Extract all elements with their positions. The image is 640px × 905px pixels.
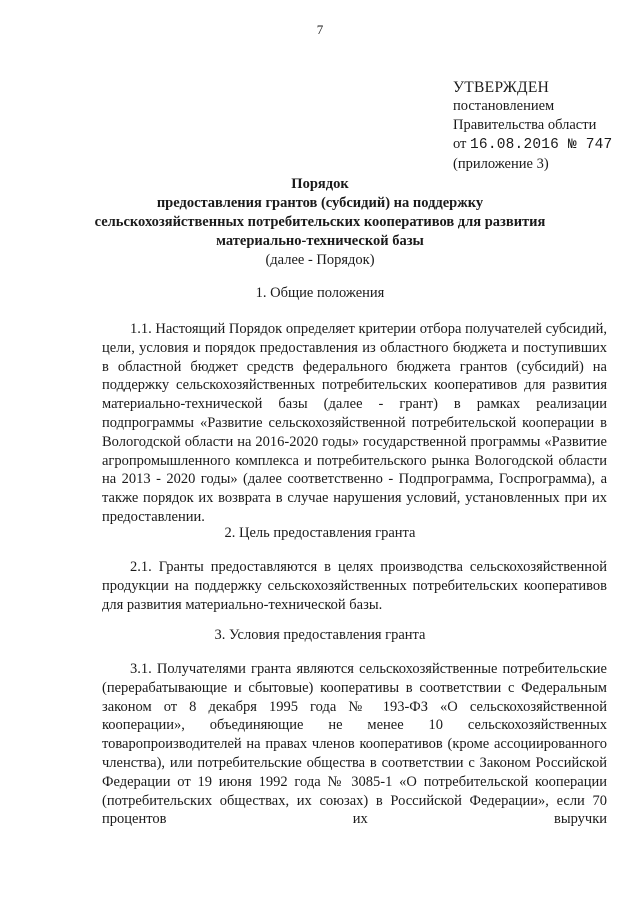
approval-appendix: (приложение 3) — [453, 156, 549, 172]
section-heading-2: 2. Цель предоставления гранта — [224, 525, 416, 541]
section-paragraph-1: 1.1. Настоящий Порядок определяет критерии отбора получателей субсидий, цели, условия и порядок предоставления из областного бюджета и поступивших в областной бюджет средств федерального бюджета грантов (субсидий) на поддержку сельскохозяйственных потребительских кооперативов для развития материально-технической базы (далее - грант) в рамках реализации подпрограммы «Развитие сельскохозяйственной потребительской кооперации в Вологодской области на 2016-2020 годы» государственной программы «Развитие агропромышленного комплекса и потребительского рынка Вологодской области на 2013 - 2020 годы» (далее соответственно - Подпрограмма, Госпрограмма), а также порядок их возврата в случае нарушения условий, установленных при их предоставлении. — [102, 321, 607, 525]
title-line-4: материально-технической базы — [216, 233, 424, 249]
page-number: 7 — [316, 22, 324, 37]
section-heading-1: 1. Общие положения — [255, 285, 385, 301]
title-line-3: сельскохозяйственных потребительских кооперативов для развития — [94, 214, 546, 230]
approval-date-prefix: от — [453, 136, 467, 152]
approval-approved: УТВЕРЖДЕН — [453, 79, 550, 96]
approval-date-line — [453, 135, 612, 155]
title-line-2: предоставления грантов (субсидий) на поддержку — [156, 195, 484, 211]
section-heading-3: 3. Условия предоставления гранта — [214, 627, 426, 643]
title-line-5: (далее - Порядок) — [265, 252, 375, 268]
approval-block — [453, 78, 612, 174]
approval-authority: Правительства области — [453, 117, 597, 133]
title-line-1: Порядок — [291, 176, 349, 192]
document-title — [0, 175, 640, 270]
section-paragraph-3: 3.1. Получателями гранта являются сельскохозяйственные потребительские (перерабатывающие и сбытовые) кооперативы в соответствии с Федеральным законом от 8 декабря 1995 года № 193-ФЗ «О сельскохозяйственной кооперации», объединяющие не менее 10 сельскохозяйственных товаропроизводителей на правах членов кооперативов (кроме ассоциированного членства), или потребительские общества в соответствии с Законом Российской Федерации от 19 июня 1992 года № 3085-1 «О потребительской кооперации (потребительских обществах, их союзах) в Российской Федерации», если 70 процентов их выручки — [102, 661, 607, 828]
approval-by: постановлением — [453, 98, 555, 114]
approval-date-stamp: 16.08.2016 № 747 — [470, 137, 613, 153]
section-paragraph-2: 2.1. Гранты предоставляются в целях производства сельскохозяйственной продукции на поддержку сельскохозяйственных потребительских кооперативов для развития материально-технической базы. — [102, 559, 607, 613]
